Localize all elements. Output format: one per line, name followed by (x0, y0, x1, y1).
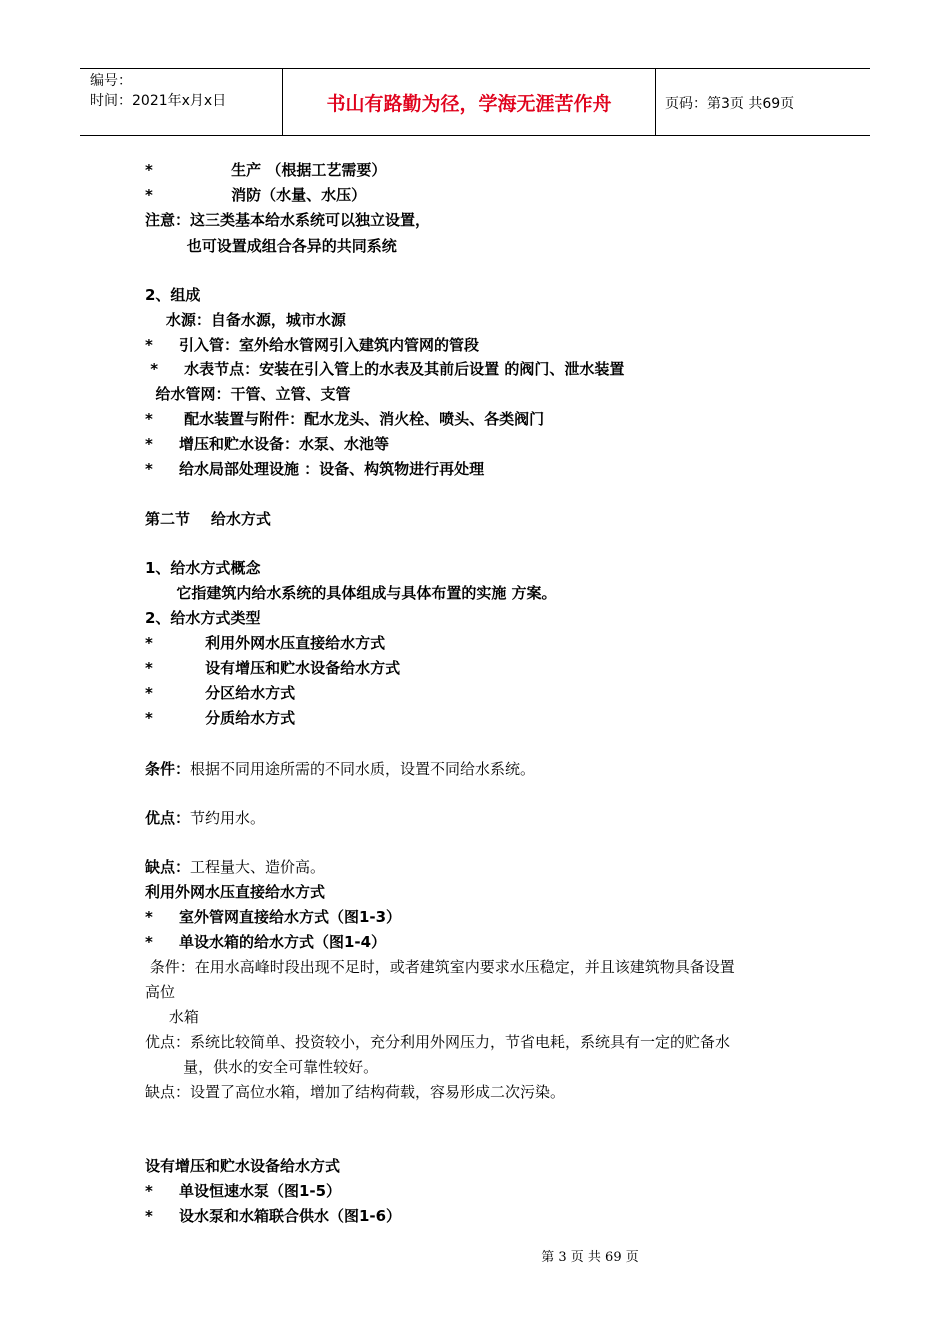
text-line: * 引入管：室外给水管网引入建筑内管网的管段 (145, 336, 479, 354)
text-line: 优点：系统比较简单、投资较小，充分利用外网压力，节省电耗，系统具有一定的贮备水 (145, 1033, 731, 1051)
text-line: * 生产 （根据工艺需要） (145, 161, 387, 179)
section-heading: 2、组成 (145, 286, 201, 304)
header-meta (90, 71, 226, 111)
text-line: 量，供水的安全可靠性较好。 (145, 1058, 379, 1076)
label: 优点： (145, 809, 191, 827)
text-line: * 设有增压和贮水设备给水方式 (145, 659, 401, 677)
text-line: * 分质给水方式 (145, 709, 296, 727)
text-line: * 给水局部处理设施 ：设备、构筑物进行再处理 (145, 460, 485, 478)
text-line: 也可设置成组合各异的共同系统 (145, 237, 397, 255)
text-line: * 单设恒速水泵（图1-5） (145, 1182, 342, 1200)
text-line: * 设水泵和水箱联合供水（图1-6） (145, 1207, 402, 1225)
text-line: 水源：自备水源，城市水源 (145, 311, 346, 329)
section-heading: 2、给水方式类型 (145, 609, 261, 627)
condition-line (145, 759, 535, 779)
advantage-line (145, 808, 265, 828)
text-line: 高位 (145, 983, 176, 1001)
footer-page-number: 第 3 页 共 69 页 (541, 1250, 639, 1265)
text-line: 条件：在用水高峰时段出现不足时，或者建筑室内要求水压稳定，并且该建筑物具备设置 (145, 958, 735, 976)
value: 工程量大、造价高。 (190, 858, 326, 876)
value: 节约用水。 (190, 809, 266, 827)
label: 缺点： (145, 858, 191, 876)
text-line: 缺点：设置了高位水箱，增加了结构荷载，容易形成二次污染。 (145, 1083, 566, 1101)
page-footer (0, 1246, 950, 1265)
header-divider (655, 69, 656, 135)
page-header (80, 68, 870, 136)
header-time: 时间：2021年x月x日 (90, 93, 227, 109)
section-heading: 1、给水方式概念 (145, 559, 261, 577)
header-motto: 书山有路勤为径，学海无涯苦作舟 (326, 92, 612, 115)
value: 根据不同用途所需的不同水质，设置不同给水系统。 (190, 760, 536, 778)
header-page-info: 页码：第3页 共69页 (665, 96, 795, 112)
text-line: 注意：这三类基本给水系统可以独立设置， (145, 211, 431, 229)
section-heading: 利用外网水压直接给水方式 (145, 883, 326, 901)
text-line: * 利用外网水压直接给水方式 (145, 634, 386, 652)
section-heading: 设有增压和贮水设备给水方式 (145, 1157, 341, 1175)
text-line: 给水管网：干管、立管、支管 (145, 385, 351, 403)
text-line: 水箱 (145, 1008, 199, 1026)
text-line: 它指建筑内给水系统的具体组成与具体布置的实施 方案。 (145, 584, 557, 602)
text-line: * 配水装置与附件：配水龙头、消火栓、喷头、各类阀门 (145, 410, 545, 428)
disadvantage-line (145, 857, 325, 877)
text-line: * 分区给水方式 (145, 684, 296, 702)
label: 条件： (145, 760, 191, 778)
text-line: * 水表节点：安装在引入管上的水表及其前后设置 的阀门、泄水装置 (145, 360, 625, 378)
text-line: * 消防（水量、水压） (145, 186, 367, 204)
text-line: * 室外管网直接给水方式（图1-3） (145, 908, 402, 926)
text-line: * 增压和贮水设备：水泵、水池等 (145, 435, 389, 453)
section-heading: 第二节 给水方式 (145, 510, 271, 528)
text-line: * 单设水箱的给水方式（图1-4） (145, 933, 387, 951)
header-number: 编号： (90, 73, 132, 89)
